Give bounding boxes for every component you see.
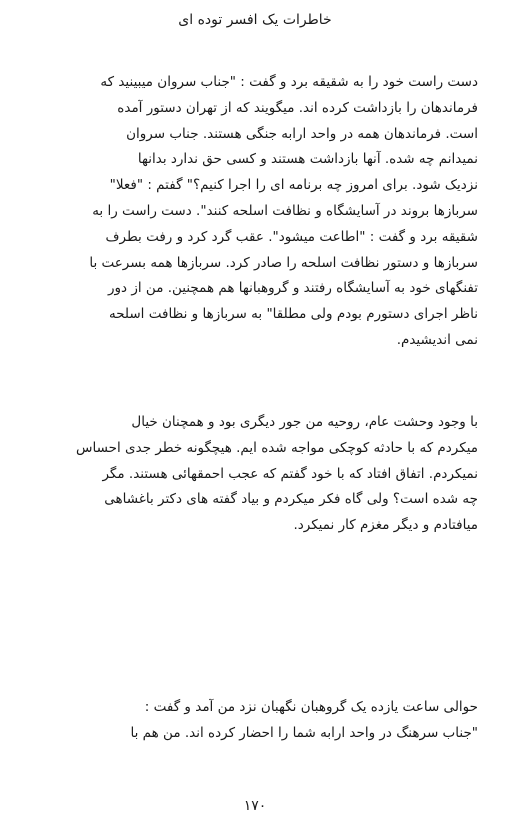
paragraph-1 bbox=[30, 70, 478, 354]
text-line: شقیقه برد و گفت : "اطاعت میشود". عقب گرد کرد و رفت بطرف bbox=[105, 228, 478, 245]
text-line: "جناب سرهنگ در واحد ارابه شما را احضار کرده اند. من هم با bbox=[130, 724, 478, 741]
text-line: ناظر اجرای دستورم بودم ولی مطلقا" به سربازها و نظافت اسلحه bbox=[108, 306, 478, 323]
text-line: با وجود وحشت عام، روحیه من جور دیگری بود و همچنان خیال bbox=[131, 414, 478, 430]
running-header: خاطرات یک افسر توده ای bbox=[178, 12, 332, 28]
page-number: ۱۷۰ bbox=[243, 798, 267, 814]
text-line: است. فرماندهان همه در واحد ارابه جنگی هستند. جناب سروان bbox=[126, 125, 478, 142]
text-line: سربازها بروند در آسایشگاه و نظافت اسلحه کنند". دست راست را به bbox=[92, 202, 478, 219]
text-line: چه شده است؟ ولی گاه فکر میکردم و بیاد گفته های دکتر باغشاهی bbox=[104, 491, 478, 508]
paragraph-2 bbox=[30, 410, 478, 539]
text-line: فرماندهان را بازداشت کرده اند. میگویند که از تهران دستور آمده bbox=[117, 99, 478, 116]
text-line: نزدیک شود. برای امروز چه برنامه ای را اجرا کنیم؟" گفتم : "فعلا" bbox=[109, 177, 478, 194]
text-line: نمیکردم. اتفاق افتاد که با خود گفتم که عجب احمقهائی هستند. مگر bbox=[102, 465, 478, 482]
text-line: میافتادم و دیگر مغزم کار نمیکرد. bbox=[293, 517, 478, 534]
text-line: میکردم که با حادثه کوچکی مواجه شده ایم. هیچگونه خطر جدی احساس bbox=[76, 439, 478, 456]
text-line: تفنگهای خود به آسایشگاه رفتند و گروهبانها هم همچنین. من از دور bbox=[108, 280, 478, 297]
paragraph-3 bbox=[30, 695, 478, 747]
text-line: نمیدانم چه شده. آنها بازداشت هستند و کسی حق ندارد بدانها bbox=[137, 151, 478, 168]
text-line: نمی اندیشیدم. bbox=[396, 331, 478, 348]
text-line: سربازها و دستور نظافت اسلحه را صادر کرد. سربازها همه بسرعت با bbox=[89, 254, 478, 271]
text-line: دست راست خود را به شقیقه برد و گفت : "جناب سروان میبینید که bbox=[100, 74, 478, 90]
text-line: حوالی ساعت یازده یک گروهبان نگهبان نزد من آمد و گفت : bbox=[144, 699, 478, 715]
